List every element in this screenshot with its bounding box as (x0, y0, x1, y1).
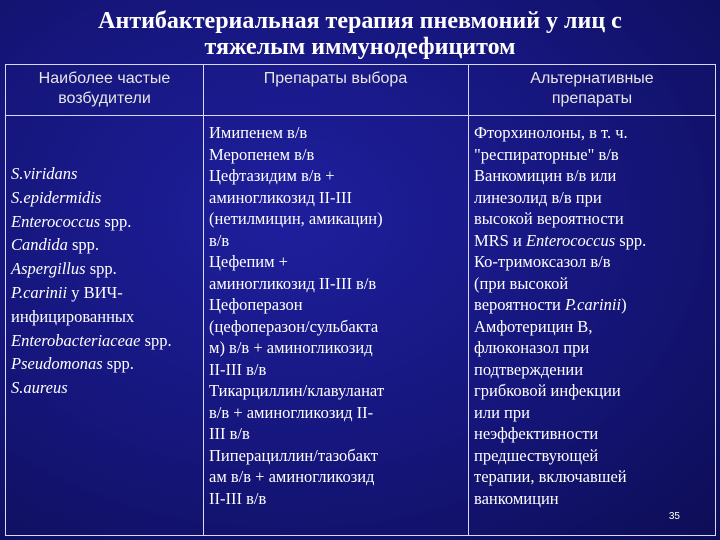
text-segment: spp. (615, 230, 647, 250)
choice-line (209, 165, 384, 187)
alternative-line (474, 337, 646, 359)
text-segment: Enterococcus (525, 230, 616, 250)
text-segment: spp. (140, 330, 172, 350)
text-segment: spp. (100, 211, 132, 231)
text-segment: предшествующей (474, 445, 599, 465)
text-segment: Enterobacteriaceae (11, 330, 141, 350)
text-segment: вероятности (474, 295, 565, 314)
text-segment: неэффективности (474, 424, 599, 443)
text-segment: ванкомицин (474, 488, 559, 508)
alternative-line (474, 316, 646, 338)
text-segment: Candida (11, 235, 68, 255)
header-divider (6, 115, 715, 116)
pathogen-line (11, 210, 172, 234)
choice-line (209, 208, 384, 230)
text-segment: Меропенем в/в (209, 144, 315, 164)
alternative-line (474, 402, 646, 424)
text-segment: грибковой инфекции (474, 381, 621, 400)
alternative-line (474, 230, 646, 252)
pathogen-line (11, 257, 172, 281)
pathogens-column (11, 162, 172, 400)
title-line-1: Антибактериальная терапия пневмоний у лиц с (98, 8, 622, 34)
pathogen-line (11, 329, 172, 353)
text-segment: линезолид в/в при (474, 187, 602, 207)
title-line-2: тяжелым иммунодефицитом (204, 34, 516, 60)
text-segment: MRS и (474, 230, 526, 250)
page-number: 35 (668, 511, 680, 522)
alternative-line (474, 380, 646, 402)
header-line: препараты (551, 90, 633, 107)
choice-line (209, 144, 384, 166)
choice-line (209, 316, 384, 338)
text-segment: spp. (102, 354, 134, 374)
text-segment: III в/в (209, 424, 250, 443)
text-segment: II-III в/в (209, 359, 267, 379)
text-segment: или при (474, 402, 530, 422)
header-line: Препараты выбора (263, 70, 408, 87)
choice-line (209, 359, 384, 381)
alternative-line (474, 423, 646, 445)
alternative-line (474, 251, 646, 273)
text-segment: м) в/в + аминогликозид (209, 338, 373, 357)
header-line: Наиболее частые (38, 70, 171, 87)
choice-line (209, 337, 384, 359)
choice-line (209, 466, 384, 488)
pathogen-line (11, 281, 172, 305)
pathogen-line (11, 305, 172, 329)
alternative-line (474, 273, 646, 295)
header-choice (203, 69, 468, 89)
choice-line (209, 445, 384, 467)
header-line: возбудители (58, 90, 151, 107)
alternative-line (474, 294, 646, 316)
text-segment: в/в + аминогликозид II- (209, 402, 374, 422)
text-segment: Pseudomonas (11, 354, 103, 374)
choice-line (209, 380, 384, 402)
header-pathogens (6, 69, 203, 109)
pathogen-line (11, 233, 172, 257)
choice-line (209, 187, 384, 209)
pathogen-line (11, 186, 172, 210)
header-line: Альтернативные (530, 70, 654, 87)
pathogen-line (11, 352, 172, 376)
column-divider-1 (203, 65, 204, 535)
text-segment: ам в/в + аминогликозид (209, 467, 375, 486)
text-segment: Пиперациллин/тазобакт (209, 445, 378, 465)
text-segment: высокой вероятности (474, 209, 624, 228)
choice-line (209, 402, 384, 424)
text-segment: Фторхинолоны, в т. ч. (474, 123, 628, 142)
text-segment: (нетилмицин, амикацин) (209, 209, 383, 228)
text-segment: P.carinii (564, 295, 622, 314)
text-segment: ) (621, 295, 627, 314)
slide-title (0, 8, 720, 60)
text-segment: Aspergillus (11, 259, 86, 279)
text-segment: аминогликозид II-III (209, 187, 352, 207)
pathogen-line (11, 376, 172, 400)
text-segment: Имипенем в/в (209, 123, 308, 142)
alternative-line (474, 208, 646, 230)
alternative-line (474, 187, 646, 209)
text-segment: терапии, включавшей (474, 467, 627, 486)
alternative-line (474, 445, 646, 467)
text-segment: Цефепим + (209, 252, 288, 271)
choice-line (209, 423, 384, 445)
text-segment: в/в (209, 230, 230, 250)
column-divider-2 (468, 65, 469, 535)
alternative-line (474, 165, 646, 187)
text-segment: S.aureus (11, 378, 68, 398)
text-segment: S.epidermidis (11, 187, 102, 207)
therapy-table (5, 64, 716, 536)
choice-line (209, 273, 384, 295)
pathogen-line (11, 162, 172, 186)
alternative-line (474, 122, 646, 144)
choice-line (209, 488, 384, 510)
alternative-line (474, 359, 646, 381)
text-segment: Enterococcus (11, 211, 101, 231)
choice-line (209, 230, 384, 252)
choice-line (209, 122, 384, 144)
alternative-line (474, 488, 646, 510)
text-segment: Амфотерицин В, (474, 316, 593, 336)
text-segment: spp. (67, 235, 100, 255)
text-segment: II-III в/в (209, 488, 267, 508)
text-segment: Ванкомицин в/в или (474, 166, 617, 185)
text-segment: у ВИЧ- (67, 282, 123, 302)
text-segment: S.viridans (11, 164, 78, 183)
text-segment: spp. (85, 259, 117, 279)
text-segment: Тикарциллин/клавуланат (209, 381, 385, 400)
choice-column (209, 122, 384, 509)
choice-line (209, 251, 384, 273)
alternatives-column (474, 122, 646, 509)
choice-line (209, 294, 384, 316)
alternative-line (474, 144, 646, 166)
text-segment: Цефтазидим в/в + (209, 166, 335, 185)
text-segment: Ко-тримоксазол в/в (474, 252, 611, 271)
text-segment: флюконазол при (474, 338, 590, 357)
text-segment: аминогликозид II-III в/в (209, 273, 377, 293)
text-segment: подтверждении (474, 359, 584, 379)
alternative-line (474, 466, 646, 488)
header-alternatives (468, 69, 716, 109)
text-segment: (цефоперазон/сульбакта (209, 316, 379, 336)
text-segment: P.carinii (11, 282, 68, 302)
text-segment: "респираторные" в/в (474, 144, 619, 164)
text-segment: инфицированных (11, 306, 135, 326)
text-segment: (при высокой (474, 273, 569, 293)
text-segment: Цефоперазон (209, 295, 303, 314)
